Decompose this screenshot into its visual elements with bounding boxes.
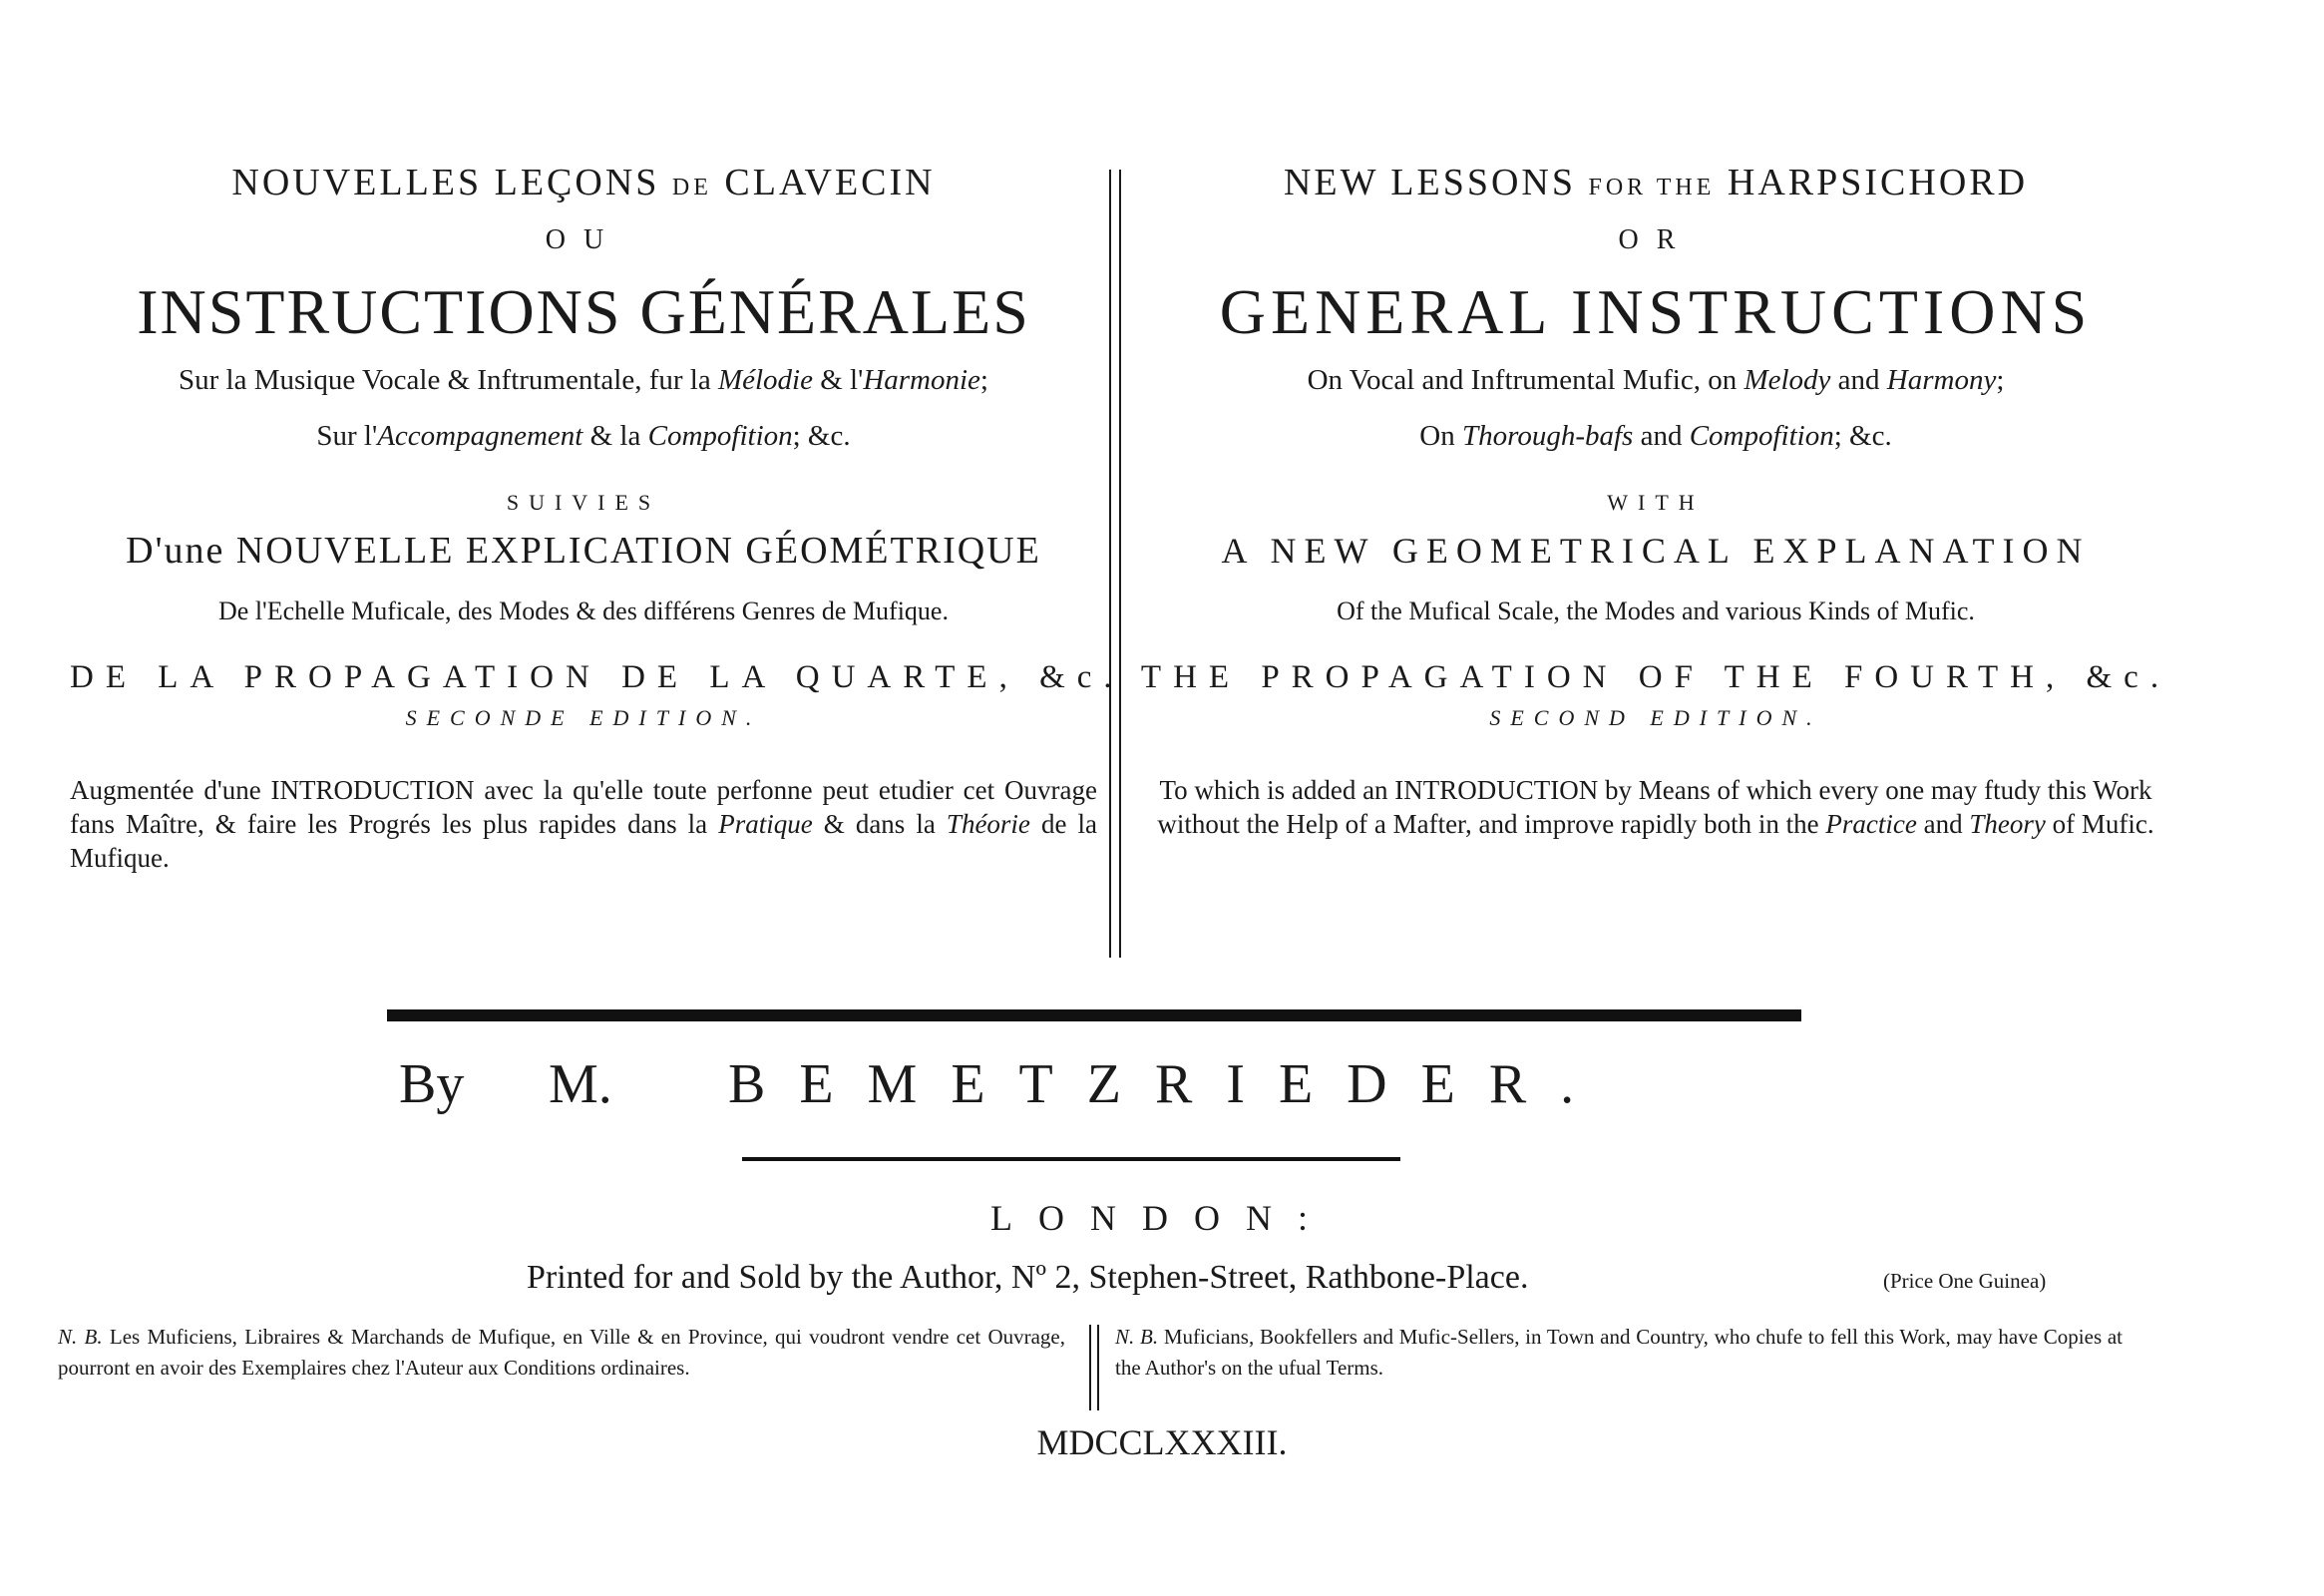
- english-propagation: THE PROPAGATION OF THE FOURTH, &c.: [1140, 659, 2171, 695]
- french-or: OU: [545, 224, 622, 255]
- english-title-column: [1132, 160, 2179, 841]
- french-followed: SUIVIES: [506, 490, 661, 515]
- author-title: M.: [549, 1053, 612, 1115]
- french-explanation: D'une NOUVELLE EXPLICATION GÉOMÉTRIQUE: [126, 530, 1041, 572]
- french-scale: De l'Echelle Muficale, des Modes & des différens Genres de Mufique.: [218, 597, 949, 625]
- french-main-title: INSTRUCTIONS GÉNÉRALES: [137, 276, 1030, 347]
- english-heading: NEW LESSONS FOR THE HARPSICHORD: [1283, 162, 2029, 203]
- publication-date: MDCCLXXXIII.: [1036, 1422, 1288, 1462]
- french-subtitle-2: Sur l'Accompagnement & la Compofition; &c.: [316, 420, 851, 452]
- english-followed: WITH: [1607, 490, 1705, 515]
- english-explanation: A NEW GEOMETRICAL EXPLANATION: [1221, 531, 2091, 571]
- english-main-title: GENERAL INSTRUCTIONS: [1219, 276, 2093, 347]
- french-propagation: DE LA PROPAGATION DE LA QUARTE, &c.: [70, 659, 1124, 695]
- column-divider: [1109, 170, 1121, 958]
- english-or: OR: [1618, 224, 1694, 255]
- imprint-line: Printed for and Sold by the Author, Nº 2, Stephen-Street, Rathbone-Place.: [527, 1259, 1529, 1296]
- french-heading: NOUVELLES LEÇONS DE CLAVECIN: [231, 162, 936, 203]
- by-word: By: [399, 1053, 465, 1115]
- french-introduction-paragraph: Augmentée d'une INTRODUCTION avec la qu'elle toute perfonne peut etudier cet Ouvrage fans Maître, & faire les Progrés les plus rapides dans la Pratique & dans la Théorie de la Mufique.: [70, 775, 1098, 873]
- english-introduction-paragraph: To which is added an INTRODUCTION by Means of which every one may ftudy this Work without the Help of a Mafter, and improve rapidly both in the Practice and Theory of Mufic.: [1157, 775, 2154, 839]
- french-edition: SECONDE EDITION.: [405, 705, 762, 730]
- french-nota-bene: N. B. Les Muficiens, Libraires & Marchands de Mufique, en Ville & en Province, qui voudront vendre cet Ouvrage, pourront en avoir des Exemplaires chez l'Auteur aux Conditions ordinaires.: [58, 1325, 1065, 1380]
- imprint-city: LONDON:: [990, 1198, 1334, 1238]
- notes-divider: [1089, 1325, 1099, 1410]
- english-scale: Of the Mufical Scale, the Modes and various Kinds of Mufic.: [1337, 597, 1975, 625]
- thick-rule: [387, 1009, 1801, 1021]
- author-byline: [399, 1052, 1815, 1116]
- english-edition: SECOND EDITION.: [1489, 705, 1822, 730]
- french-title-column: [70, 160, 1124, 875]
- author-name: BEMETZRIEDER.: [728, 1053, 1609, 1115]
- english-subtitle-2: On Thorough-bafs and Compofition; &c.: [1419, 420, 1892, 452]
- short-rule: [742, 1157, 1400, 1161]
- price-note: (Price One Guinea): [1883, 1269, 2047, 1293]
- french-subtitle-1: Sur la Musique Vocale & Inftrumentale, fur la Mélodie & l'Harmonie;: [179, 364, 988, 396]
- english-subtitle-1: On Vocal and Inftrumental Mufic, on Melody and Harmony;: [1307, 364, 2005, 396]
- english-nota-bene: N. B. Muficians, Bookfellers and Mufic-Sellers, in Town and Country, who chufe to fell this Work, may have Copies at the Author's on the ufual Terms.: [1115, 1325, 2124, 1380]
